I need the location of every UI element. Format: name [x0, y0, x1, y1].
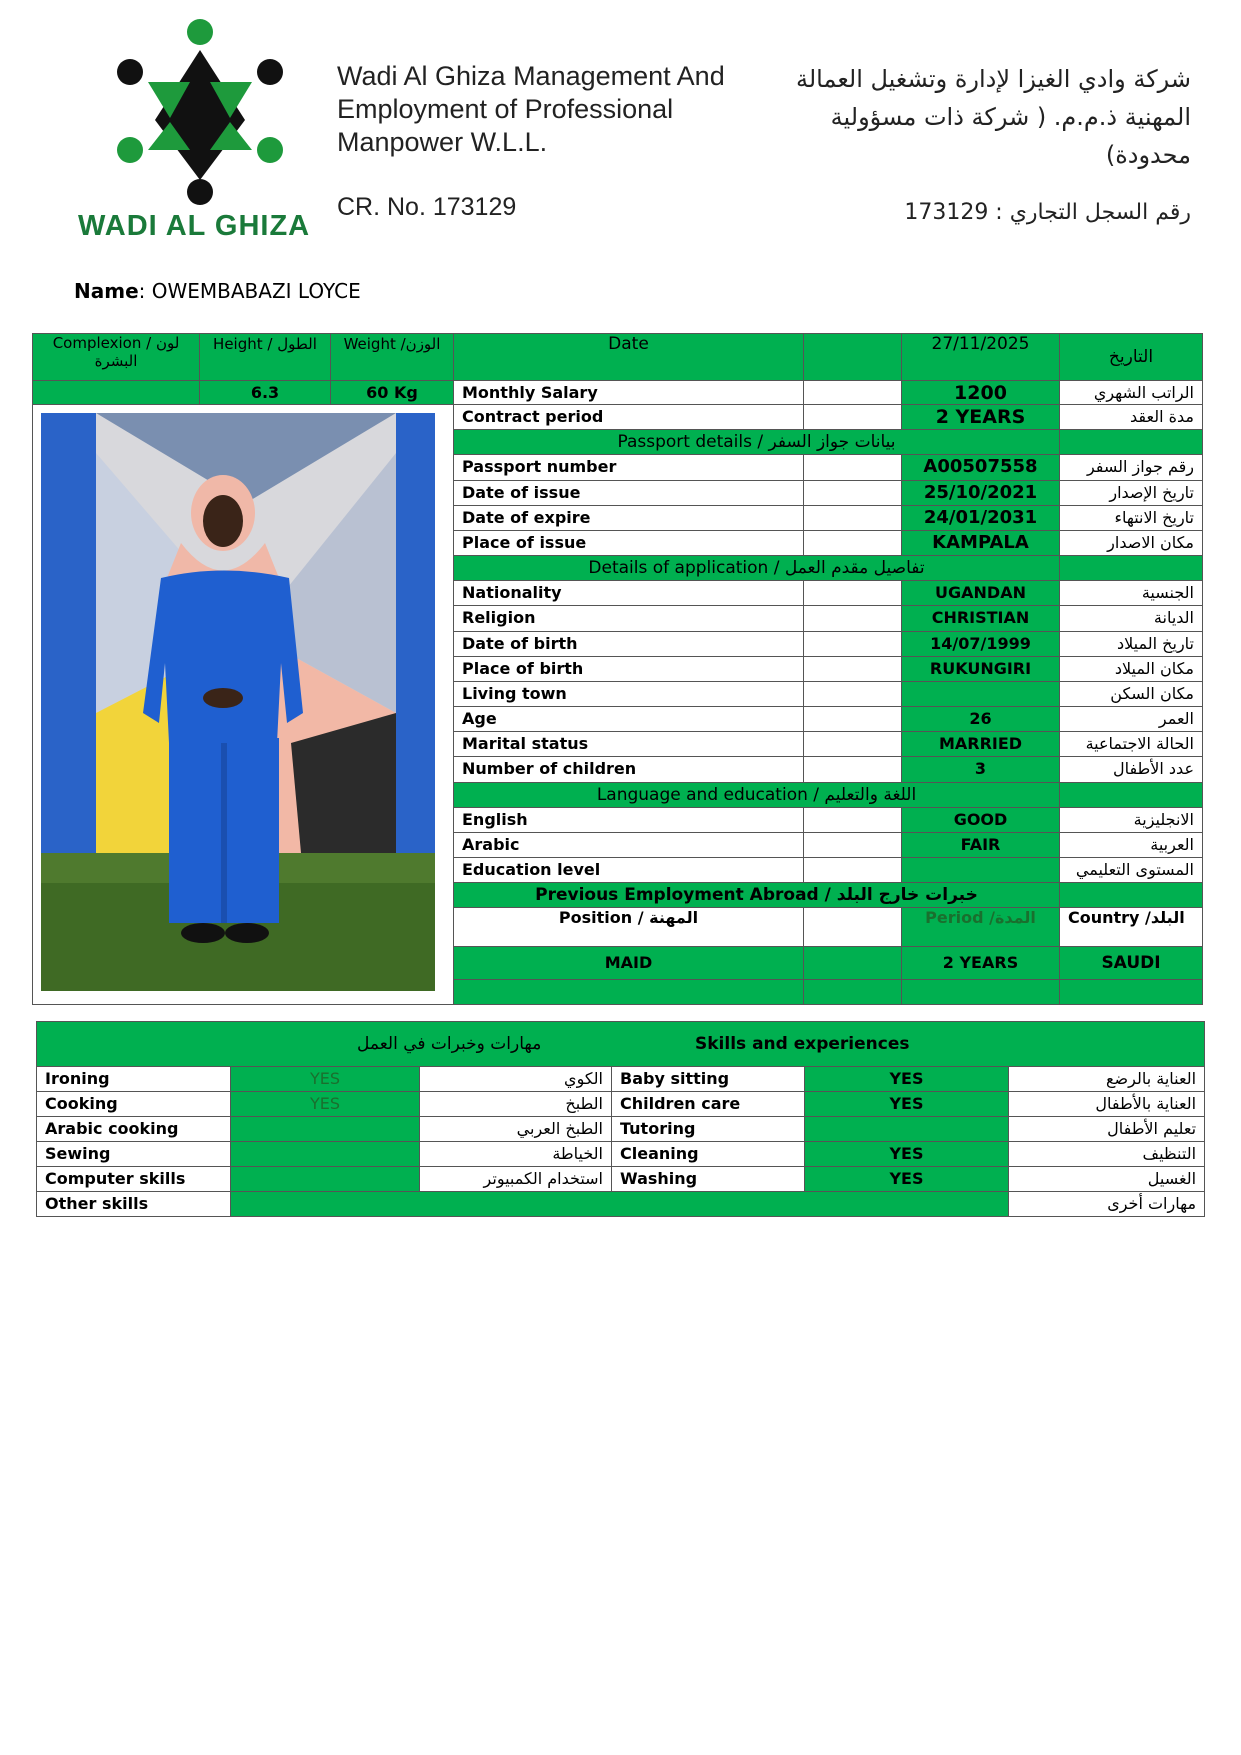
cr-number-ar: رقم السجل التجاري : 173129: [904, 200, 1191, 225]
religion-value: CHRISTIAN: [902, 606, 1060, 631]
other-skills-ar: مهارات أخرى: [1009, 1192, 1205, 1217]
position-header: Position / المهنة: [454, 908, 804, 947]
birth-date-ar: تاريخ الميلاد: [1060, 631, 1203, 656]
skill-cooking-value: YES: [231, 1092, 420, 1117]
living-town-value: [902, 681, 1060, 706]
arabic-label: Arabic: [454, 832, 804, 857]
other-skills-label: Other skills: [37, 1192, 231, 1217]
children-value: 3: [902, 757, 1060, 782]
salary-ar: الراتب الشهري: [1060, 381, 1203, 405]
children-label: Number of children: [454, 757, 804, 782]
expire-date-label: Date of expire: [454, 505, 804, 530]
issue-date-ar: تاريخ الإصدار: [1060, 480, 1203, 505]
country-value: SAUDI: [1060, 947, 1203, 980]
nationality-value: UGANDAN: [902, 581, 1060, 606]
date-value: 27/11/2025: [902, 334, 1060, 381]
passport-number-value: A00507558: [902, 455, 1060, 480]
position-value: MAID: [454, 947, 804, 980]
birth-place-label: Place of birth: [454, 656, 804, 681]
skill-computer-label: Computer skills: [37, 1167, 231, 1192]
skills-table: [36, 1021, 1205, 1217]
skill-sewing-value: [231, 1142, 420, 1167]
employment-section-title: Previous Employment Abroad / خبرات خارج البلد: [454, 883, 1060, 908]
skill-washing-ar: الغسيل: [1009, 1167, 1205, 1192]
living-town-label: Living town: [454, 681, 804, 706]
weight-header: Weight /الوزن: [331, 334, 454, 381]
height-header: Height / الطول: [200, 334, 331, 381]
issue-place-label: Place of issue: [454, 530, 804, 555]
birth-place-value: RUKUNGIRI: [902, 656, 1060, 681]
skill-children-care-label: Children care: [612, 1092, 805, 1117]
issue-date-value: 25/10/2021: [902, 480, 1060, 505]
skill-children-care-value: YES: [805, 1092, 1009, 1117]
skill-arabic-cooking-ar: الطبخ العربي: [420, 1117, 612, 1142]
skill-sewing-label: Sewing: [37, 1142, 231, 1167]
country-header: Country /البلد: [1060, 908, 1203, 947]
skill-tutoring-label: Tutoring: [612, 1117, 805, 1142]
passport-number-label: Passport number: [454, 455, 804, 480]
arabic-value: FAIR: [902, 832, 1060, 857]
date-ar: التاريخ: [1060, 334, 1203, 381]
english-ar: الانجليزية: [1060, 807, 1203, 832]
marital-label: Marital status: [454, 732, 804, 757]
marital-ar: الحالة الاجتماعية: [1060, 732, 1203, 757]
arabic-ar: العربية: [1060, 832, 1203, 857]
skill-baby-sitting-ar: العناية بالرضع: [1009, 1067, 1205, 1092]
education-label: Education level: [454, 858, 804, 883]
english-value: GOOD: [902, 807, 1060, 832]
cr-number-en: CR. No. 173129: [337, 193, 517, 221]
skills-title-en: Skills and experiences: [695, 1034, 910, 1054]
candidate-photo: [41, 413, 435, 991]
period-header: Period /المدة: [902, 908, 1060, 947]
height-value: 6.3: [200, 381, 331, 405]
skills-title-ar: مهارات وخبرات في العمل: [357, 1034, 542, 1054]
company-name-en: Wadi Al Ghiza Management And Employment of Professional Manpower W.L.L.: [337, 61, 725, 157]
skill-ironing-value: YES: [231, 1067, 420, 1092]
birth-date-value: 14/07/1999: [902, 631, 1060, 656]
issue-place-value: KAMPALA: [902, 530, 1060, 555]
other-skills-value: [231, 1192, 1009, 1217]
skill-arabic-cooking-label: Arabic cooking: [37, 1117, 231, 1142]
religion-ar: الديانة: [1060, 606, 1203, 631]
passport-section-title: Passport details / بيانات جواز السفر: [454, 430, 1060, 455]
expire-date-value: 24/01/2031: [902, 505, 1060, 530]
issue-date-label: Date of issue: [454, 480, 804, 505]
skill-tutoring-ar: تعليم الأطفال: [1009, 1117, 1205, 1142]
marital-value: MARRIED: [902, 732, 1060, 757]
period-value: 2 YEARS: [902, 947, 1060, 980]
education-ar: المستوى التعليمي: [1060, 858, 1203, 883]
religion-label: Religion: [454, 606, 804, 631]
cv-table: [32, 333, 1203, 1005]
age-value: 26: [902, 707, 1060, 732]
skill-cleaning-value: YES: [805, 1142, 1009, 1167]
passport-number-ar: رقم جواز السفر: [1060, 455, 1203, 480]
contract-label: Contract period: [454, 405, 804, 430]
skill-arabic-cooking-value: [231, 1117, 420, 1142]
skill-cooking-label: Cooking: [37, 1092, 231, 1117]
skill-baby-sitting-label: Baby sitting: [612, 1067, 805, 1092]
nationality-ar: الجنسية: [1060, 581, 1203, 606]
candidate-name: [74, 279, 361, 303]
skill-washing-value: YES: [805, 1167, 1009, 1192]
date-label: Date: [454, 334, 804, 381]
logo-wordmark: WADI AL GHIZA: [78, 210, 311, 242]
skill-sewing-ar: الخياطة: [420, 1142, 612, 1167]
skill-cleaning-ar: التنظيف: [1009, 1142, 1205, 1167]
age-label: Age: [454, 707, 804, 732]
contract-ar: مدة العقد: [1060, 405, 1203, 430]
skill-washing-label: Washing: [612, 1167, 805, 1192]
living-town-ar: مكان السكن: [1060, 681, 1203, 706]
skill-computer-ar: استخدام الكمبيوتر: [420, 1167, 612, 1192]
issue-place-ar: مكان الاصدار: [1060, 530, 1203, 555]
weight-value: 60 Kg: [331, 381, 454, 405]
skill-baby-sitting-value: YES: [805, 1067, 1009, 1092]
skill-ironing-label: Ironing: [37, 1067, 231, 1092]
skill-children-care-ar: العناية بالأطفال: [1009, 1092, 1205, 1117]
nationality-label: Nationality: [454, 581, 804, 606]
birth-place-ar: مكان الميلاد: [1060, 656, 1203, 681]
language-section-title: Language and education / اللغة والتعليم: [454, 782, 1060, 807]
salary-value: 1200: [902, 381, 1060, 405]
photo-cell: [33, 405, 454, 1005]
application-section-title: Details of application / تفاصيل مقدم العمل: [454, 556, 1060, 581]
complexion-header: Complexion / لون البشرة: [33, 334, 200, 381]
salary-label: Monthly Salary: [454, 381, 804, 405]
company-name-ar: شركة وادي الغيزا لإدارة وتشغيل العمالة المهنية ذ.م.م. ( شركة ذات مسؤولية محدودة): [795, 65, 1191, 169]
age-ar: العمر: [1060, 707, 1203, 732]
education-value: [902, 858, 1060, 883]
skill-tutoring-value: [805, 1117, 1009, 1142]
skill-computer-value: [231, 1167, 420, 1192]
name-value: : OWEMBABAZI LOYCE: [138, 279, 361, 303]
children-ar: عدد الأطفال: [1060, 757, 1203, 782]
contract-value: 2 YEARS: [902, 405, 1060, 430]
skill-ironing-ar: الكوي: [420, 1067, 612, 1092]
expire-date-ar: تاريخ الانتهاء: [1060, 505, 1203, 530]
birth-date-label: Date of birth: [454, 631, 804, 656]
skills-header: [37, 1022, 1205, 1067]
english-label: English: [454, 807, 804, 832]
skill-cooking-ar: الطبخ: [420, 1092, 612, 1117]
name-label: Name: [74, 279, 139, 303]
skill-cleaning-label: Cleaning: [612, 1142, 805, 1167]
